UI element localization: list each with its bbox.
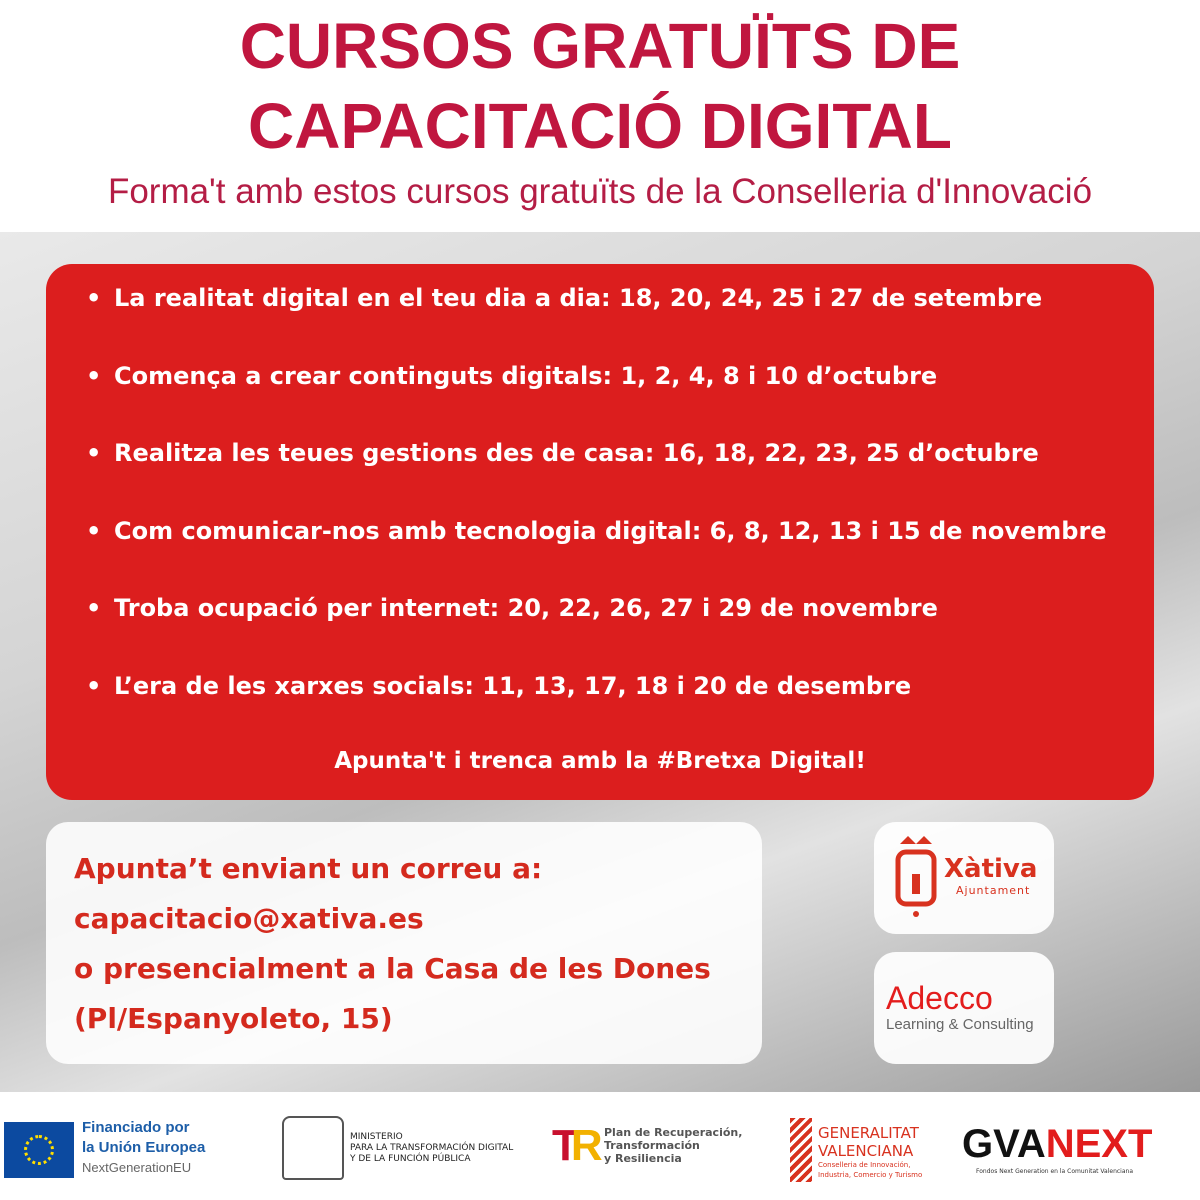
adecco-logo [874, 952, 1054, 1064]
eu-flag-icon [4, 1122, 74, 1178]
xativa-crest-icon [894, 834, 938, 920]
title-line1: CURSOS GRATUÏTS DE [239, 10, 961, 82]
course-item: • Com comunicar-nos amb tecnologia digital: 6, 8, 12, 13 i 15 de novembre [114, 517, 1107, 545]
eu-text: la Unión Europea [82, 1139, 206, 1156]
course-item: • Troba ocupació per internet: 20, 22, 26, 27 i 29 de novembre [114, 594, 938, 622]
course-item: • Realitza les teues gestions des de casa: 16, 18, 22, 23, 25 d’octubre [114, 439, 1039, 467]
course-list [46, 264, 1154, 800]
gvanext-sub: Fondos Next Generation en la Comunitat Valenciana [976, 1168, 1134, 1175]
generalitat-text: Industria, Comercio y Turismo [818, 1171, 923, 1179]
contact-address: (Pl/Espanyoleto, 15) [74, 1002, 393, 1035]
plan-text: Transformación [604, 1139, 700, 1152]
eu-text: NextGenerationEU [82, 1160, 192, 1175]
generalitat-crest-icon [790, 1118, 812, 1182]
subtitle: Forma't amb estos cursos gratuïts de la Conselleria d'Innovació [107, 172, 1093, 211]
eu-text: Financiado por [82, 1119, 190, 1136]
contact-email[interactable]: capacitacio@xativa.es [74, 902, 424, 935]
generalitat-text: Conselleria de Innovación, [818, 1161, 911, 1169]
call-to-action: Apunta't i trenca amb la #Bretxa Digital! [334, 748, 866, 774]
footer-logos [0, 1092, 1200, 1200]
gvanext-logo: GVANEXT [962, 1122, 1153, 1166]
course-item: • L’era de les xarxes socials: 11, 13, 17, 18 i 20 de desembre [114, 672, 911, 700]
ministry-text: MINISTERIO [350, 1132, 403, 1142]
generalitat-text: VALENCIANA [818, 1142, 914, 1160]
generalitat-text: GENERALITAT [818, 1124, 919, 1142]
xativa-sub: Ajuntament [956, 884, 1031, 897]
tr-logo-icon: TR [552, 1121, 603, 1170]
contact-box [46, 822, 762, 1064]
contact-line: o presencialment a la Casa de les Dones [74, 952, 711, 985]
xativa-name: Xàtiva [944, 854, 1038, 884]
header [0, 0, 1200, 232]
ministry-text: Y DE LA FUNCIÓN PÚBLICA [350, 1154, 471, 1164]
spain-coat-of-arms-icon [282, 1116, 344, 1180]
adecco-sub: Learning & Consulting [886, 1016, 1034, 1033]
contact-line: Apunta’t enviant un correu a: [74, 852, 543, 885]
plan-text: y Resiliencia [604, 1152, 682, 1165]
adecco-name: Adecco [886, 980, 993, 1016]
course-item: • La realitat digital en el teu dia a dia: 18, 20, 24, 25 i 27 de setembre [114, 284, 1042, 312]
xativa-logo [874, 822, 1054, 934]
plan-text: Plan de Recuperación, [604, 1126, 743, 1139]
course-item: • Comença a crear continguts digitals: 1, 2, 4, 8 i 10 d’octubre [114, 362, 937, 390]
title-line2: CAPACITACIÓ DIGITAL [248, 90, 952, 162]
ministry-text: PARA LA TRANSFORMACIÓN DIGITAL [350, 1143, 514, 1153]
